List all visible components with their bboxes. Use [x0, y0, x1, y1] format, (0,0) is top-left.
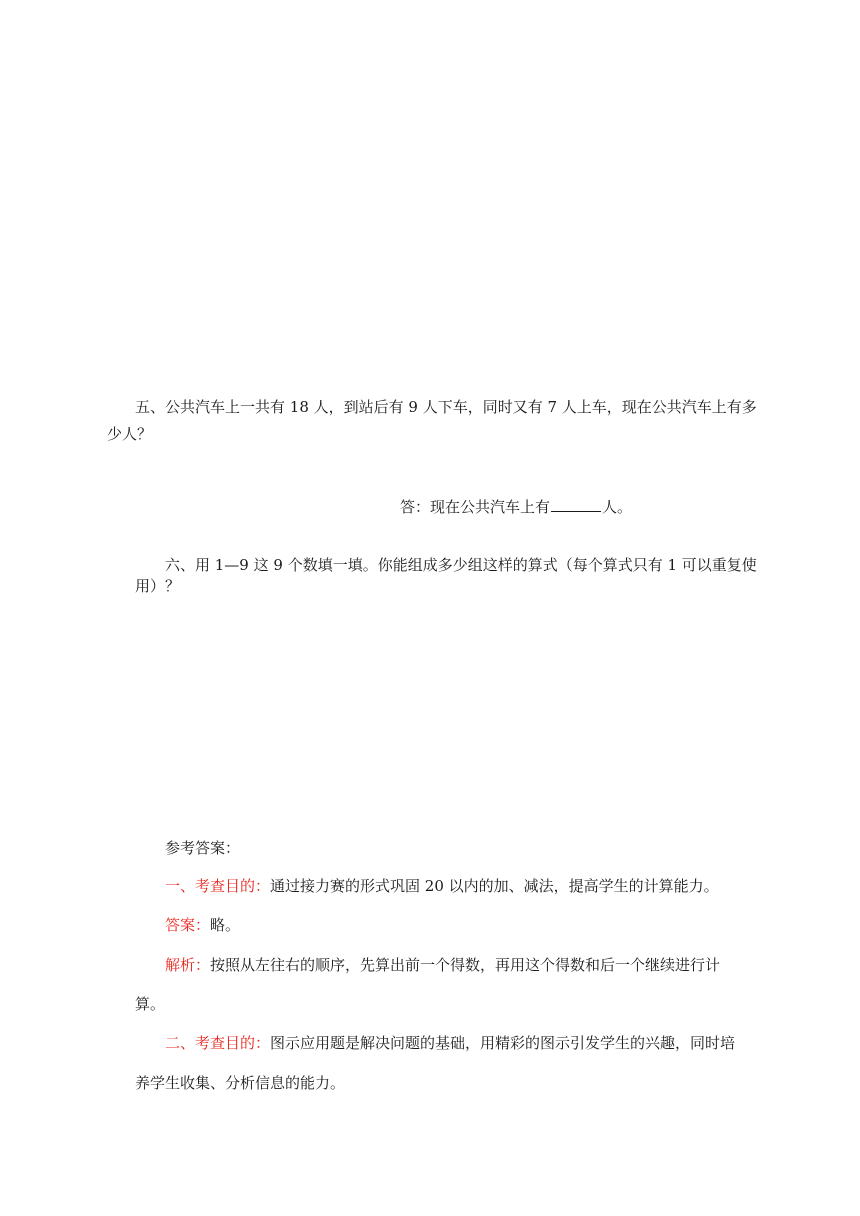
- q6-line1: 六、用 1—9 这 9 个数填一填。你能组成多少组这样的算式（每个算式只有 1 可以重复使: [165, 556, 757, 574]
- answers-heading: 参考答案：: [165, 839, 241, 857]
- answer-item-1: [165, 876, 719, 896]
- q5-answer-prefix: 答：现在公共汽车上有: [400, 498, 551, 516]
- answer-item-1-text: 通过接力赛的形式巩固 20 以内的加、减法，提高学生的计算能力。: [270, 877, 719, 895]
- answer-item-4-text: 图示应用题是解决问题的基础，用精彩的图示引发学生的兴趣，同时培: [270, 1034, 736, 1052]
- q5-answer: [400, 497, 632, 517]
- answer-item-3-label: 解析：: [165, 956, 211, 974]
- q5-text-1: 五、公共汽车上一共有 18 人，到站后有 9 人下车，同时又有 7 人上车，现在公共汽车上有多: [135, 398, 757, 416]
- answer-item-3: [165, 955, 720, 975]
- answer-blank[interactable]: [551, 497, 601, 512]
- answer-item-4-cont: 养学生收集、分析信息的能力。: [135, 1074, 346, 1092]
- q5-answer-suffix: 人。: [602, 498, 633, 516]
- answer-item-2-text: 略。: [210, 916, 241, 934]
- answer-item-1-label: 一、考查目的：: [165, 877, 271, 895]
- answer-item-3-cont: 算。: [135, 995, 166, 1013]
- q6-line2: 用）？: [135, 577, 181, 595]
- q5-line2: 少人？: [107, 425, 153, 443]
- answer-item-4: [165, 1033, 735, 1053]
- answer-item-2: [165, 915, 240, 935]
- q5-line1: [135, 397, 755, 417]
- answer-item-4-label: 二、考查目的：: [165, 1034, 271, 1052]
- answer-item-2-label: 答案：: [165, 916, 211, 934]
- answer-item-3-text: 按照从左往右的顺序，先算出前一个得数，再用这个得数和后一个继续进行计: [210, 956, 721, 974]
